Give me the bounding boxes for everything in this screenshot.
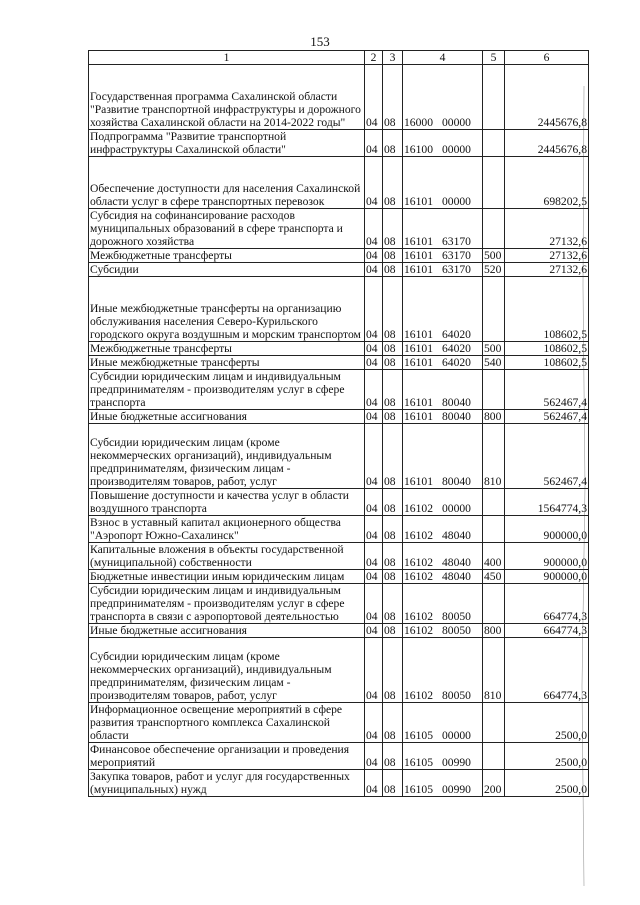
row-section-code: 04	[365, 570, 383, 584]
row-section-code: 04	[365, 410, 383, 424]
row-name: Межбюджетные трансферты	[89, 342, 365, 356]
row-expense-type	[483, 516, 505, 543]
row-expense-type	[483, 584, 505, 624]
table-row	[89, 543, 589, 570]
row-name: Бюджетные инвестиции иным юридическим лицам	[89, 570, 365, 584]
row-expense-type	[483, 743, 505, 770]
row-target-code	[403, 638, 483, 703]
header-col-4: 4	[403, 51, 483, 65]
row-target-code	[403, 370, 483, 410]
target-code-program: 16101	[404, 195, 433, 208]
target-code-direction: 48040	[441, 570, 471, 583]
row-subsection-code: 08	[383, 410, 403, 424]
table-row	[89, 743, 589, 770]
row-amount: 562467,4	[505, 410, 589, 424]
row-amount: 664774,3	[505, 638, 589, 703]
target-code-direction: 64020	[441, 342, 471, 355]
header-col-2: 2	[365, 51, 383, 65]
row-expense-type	[483, 130, 505, 157]
row-target-code	[403, 356, 483, 370]
table-row	[89, 130, 589, 157]
row-subsection-code: 08	[383, 277, 403, 342]
target-code-direction: 80050	[441, 610, 471, 623]
row-name: Капитальные вложения в объекты государственной (муниципальной) собственности	[89, 543, 365, 570]
row-subsection-code: 08	[383, 543, 403, 570]
row-subsection-code: 08	[383, 424, 403, 489]
row-amount: 2445676,8	[505, 130, 589, 157]
row-target-code	[403, 410, 483, 424]
row-expense-type: 540	[483, 356, 505, 370]
header-col-1: 1	[89, 51, 365, 65]
target-code-program: 16102	[404, 556, 433, 569]
row-name: Субсидии юридическим лицам (кроме некоммерческих организаций), индивидуальным предпринимателям, физическим лицам - производителям товаров, работ, услуг	[89, 424, 365, 489]
row-expense-type: 500	[483, 249, 505, 263]
table-row	[89, 157, 589, 209]
table-row	[89, 370, 589, 410]
row-amount: 108602,5	[505, 277, 589, 342]
row-expense-type: 800	[483, 410, 505, 424]
row-amount: 2445676,8	[505, 65, 589, 130]
row-section-code: 04	[365, 770, 383, 797]
target-code-program: 16102	[404, 502, 433, 515]
row-name: Субсидия на софинансирование расходов муниципальных образований в сфере транспорта и дорожного хозяйства	[89, 209, 365, 249]
row-subsection-code: 08	[383, 489, 403, 516]
row-amount: 2500,0	[505, 703, 589, 743]
row-expense-type	[483, 209, 505, 249]
target-code-direction: 00990	[441, 756, 471, 769]
row-section-code: 04	[365, 489, 383, 516]
row-section-code: 04	[365, 263, 383, 277]
table-row	[89, 584, 589, 624]
row-subsection-code: 08	[383, 263, 403, 277]
row-amount: 27132,6	[505, 249, 589, 263]
row-subsection-code: 08	[383, 370, 403, 410]
table-row	[89, 570, 589, 584]
target-code-program: 16101	[404, 356, 433, 369]
row-name: Закупка товаров, работ и услуг для государственных (муниципальных) нужд	[89, 770, 365, 797]
row-target-code	[403, 516, 483, 543]
row-amount: 108602,5	[505, 356, 589, 370]
row-section-code: 04	[365, 277, 383, 342]
table-row	[89, 424, 589, 489]
target-code-direction: 80050	[441, 689, 471, 702]
row-expense-type	[483, 703, 505, 743]
row-section-code: 04	[365, 342, 383, 356]
row-expense-type: 800	[483, 624, 505, 638]
header-col-3: 3	[383, 51, 403, 65]
row-subsection-code: 08	[383, 342, 403, 356]
row-amount: 900000,0	[505, 516, 589, 543]
table-row	[89, 410, 589, 424]
target-code-direction: 48040	[441, 529, 471, 542]
row-target-code	[403, 770, 483, 797]
table-row	[89, 65, 589, 130]
row-subsection-code: 08	[383, 570, 403, 584]
row-expense-type	[483, 489, 505, 516]
row-section-code: 04	[365, 638, 383, 703]
row-amount: 698202,5	[505, 157, 589, 209]
target-code-program: 16101	[404, 328, 433, 341]
row-name: Обеспечение доступности для населения Сахалинской области услуг в сфере транспортных перевозок	[89, 157, 365, 209]
row-expense-type: 810	[483, 424, 505, 489]
target-code-direction: 48040	[441, 556, 471, 569]
row-subsection-code: 08	[383, 638, 403, 703]
row-amount: 2500,0	[505, 743, 589, 770]
table-row	[89, 263, 589, 277]
row-section-code: 04	[365, 543, 383, 570]
target-code-direction: 00000	[441, 502, 471, 515]
table-row	[89, 249, 589, 263]
row-subsection-code: 08	[383, 770, 403, 797]
row-subsection-code: 08	[383, 743, 403, 770]
row-section-code: 04	[365, 584, 383, 624]
row-expense-type: 200	[483, 770, 505, 797]
target-code-direction: 63170	[441, 249, 471, 262]
target-code-program: 16105	[404, 729, 433, 742]
row-amount: 562467,4	[505, 370, 589, 410]
row-target-code	[403, 584, 483, 624]
target-code-program: 16105	[404, 756, 433, 769]
row-name: Подпрограмма "Развитие транспортной инфраструктуры Сахалинской области"	[89, 130, 365, 157]
row-target-code	[403, 424, 483, 489]
row-subsection-code: 08	[383, 703, 403, 743]
row-section-code: 04	[365, 157, 383, 209]
row-name: Иные бюджетные ассигнования	[89, 624, 365, 638]
row-name: Субсидии юридическим лицам и индивидуальным предпринимателям - производителям услуг в сфере транспорта	[89, 370, 365, 410]
row-subsection-code: 08	[383, 209, 403, 249]
row-section-code: 04	[365, 624, 383, 638]
row-section-code: 04	[365, 249, 383, 263]
row-name: Финансовое обеспечение организации и проведения мероприятий	[89, 743, 365, 770]
target-code-direction: 00000	[441, 195, 471, 208]
row-subsection-code: 08	[383, 584, 403, 624]
row-name: Межбюджетные трансферты	[89, 249, 365, 263]
row-target-code	[403, 543, 483, 570]
row-target-code	[403, 130, 483, 157]
target-code-direction: 80040	[441, 410, 471, 423]
row-amount: 562467,4	[505, 424, 589, 489]
row-expense-type: 500	[483, 342, 505, 356]
row-subsection-code: 08	[383, 130, 403, 157]
target-code-direction: 63170	[441, 235, 471, 248]
row-target-code	[403, 65, 483, 130]
target-code-program: 16101	[404, 263, 433, 276]
target-code-direction: 64020	[441, 356, 471, 369]
row-name: Государственная программа Сахалинской области "Развитие транспортной инфраструктуры и дорожного хозяйства Сахалинской области на 2014-2022 годы"	[89, 65, 365, 130]
row-expense-type: 810	[483, 638, 505, 703]
header-col-6: 6	[505, 51, 589, 65]
row-name: Субсидии	[89, 263, 365, 277]
row-name: Иные межбюджетные трансферты на организацию обслуживания населения Северо-Курильского городского округа воздушным и морским транспортом	[89, 277, 365, 342]
row-amount: 27132,6	[505, 209, 589, 249]
row-name: Информационное освещение мероприятий в сфере развития транспортного комплекса Сахалинской области	[89, 703, 365, 743]
header-row	[89, 51, 589, 65]
target-code-program: 16101	[404, 249, 433, 262]
target-code-direction: 80040	[441, 396, 471, 409]
row-expense-type: 400	[483, 543, 505, 570]
target-code-program: 16101	[404, 475, 433, 488]
row-target-code	[403, 570, 483, 584]
target-code-program: 16102	[404, 529, 433, 542]
row-amount: 664774,3	[505, 584, 589, 624]
row-subsection-code: 08	[383, 624, 403, 638]
row-name: Иные бюджетные ассигнования	[89, 410, 365, 424]
row-section-code: 04	[365, 424, 383, 489]
row-subsection-code: 08	[383, 65, 403, 130]
row-section-code: 04	[365, 130, 383, 157]
row-amount: 664774,3	[505, 624, 589, 638]
row-amount: 27132,6	[505, 263, 589, 277]
table-row	[89, 209, 589, 249]
row-target-code	[403, 277, 483, 342]
target-code-program: 16000	[404, 116, 433, 129]
row-target-code	[403, 489, 483, 516]
target-code-program: 16101	[404, 396, 433, 409]
table-row	[89, 638, 589, 703]
target-code-direction: 80040	[441, 475, 471, 488]
table-row	[89, 277, 589, 342]
row-expense-type: 450	[483, 570, 505, 584]
target-code-direction: 00000	[441, 729, 471, 742]
row-expense-type	[483, 65, 505, 130]
row-target-code	[403, 743, 483, 770]
row-target-code	[403, 263, 483, 277]
row-expense-type	[483, 277, 505, 342]
table-row	[89, 624, 589, 638]
row-target-code	[403, 157, 483, 209]
row-subsection-code: 08	[383, 356, 403, 370]
row-target-code	[403, 624, 483, 638]
row-name: Взнос в уставный капитал акционерного общества "Аэропорт Южно-Сахалинск"	[89, 516, 365, 543]
row-amount: 1564774,3	[505, 489, 589, 516]
row-expense-type	[483, 157, 505, 209]
table-row	[89, 356, 589, 370]
table-row	[89, 770, 589, 797]
target-code-program: 16101	[404, 410, 433, 423]
row-name: Повышение доступности и качества услуг в области воздушного транспорта	[89, 489, 365, 516]
row-section-code: 04	[365, 370, 383, 410]
row-subsection-code: 08	[383, 157, 403, 209]
target-code-direction: 00000	[441, 116, 471, 129]
page-number: 153	[310, 34, 330, 49]
row-section-code: 04	[365, 703, 383, 743]
row-amount: 900000,0	[505, 570, 589, 584]
table-row	[89, 516, 589, 543]
target-code-direction: 00990	[441, 783, 471, 796]
target-code-direction: 64020	[441, 328, 471, 341]
target-code-program: 16102	[404, 570, 433, 583]
row-expense-type	[483, 370, 505, 410]
row-target-code	[403, 703, 483, 743]
target-code-program: 16102	[404, 689, 433, 702]
row-amount: 108602,5	[505, 342, 589, 356]
margin-mark	[576, 86, 592, 886]
row-amount: 2500,0	[505, 770, 589, 797]
target-code-direction: 63170	[441, 263, 471, 276]
row-name: Субсидии юридическим лицам (кроме некоммерческих организаций), индивидуальным предпринимателям, физическим лицам - производителям товаров, работ, услуг	[89, 638, 365, 703]
row-name: Субсидии юридическим лицам и индивидуальным предпринимателям - производителям услуг в сфере транспорта в связи с аэропортовой деятельностью	[89, 584, 365, 624]
target-code-direction: 80050	[441, 624, 471, 637]
target-code-program: 16102	[404, 624, 433, 637]
target-code-program: 16101	[404, 342, 433, 355]
row-section-code: 04	[365, 65, 383, 130]
row-target-code	[403, 342, 483, 356]
row-name: Иные межбюджетные трансферты	[89, 356, 365, 370]
target-code-program: 16102	[404, 610, 433, 623]
target-code-program: 16100	[404, 143, 433, 156]
row-section-code: 04	[365, 516, 383, 543]
row-section-code: 04	[365, 209, 383, 249]
target-code-direction: 00000	[441, 143, 471, 156]
row-target-code	[403, 209, 483, 249]
row-target-code	[403, 249, 483, 263]
row-section-code: 04	[365, 743, 383, 770]
header-col-5: 5	[483, 51, 505, 65]
row-amount: 900000,0	[505, 543, 589, 570]
table-row	[89, 342, 589, 356]
table-row	[89, 703, 589, 743]
budget-table	[88, 50, 589, 797]
target-code-program: 16101	[404, 235, 433, 248]
row-section-code: 04	[365, 356, 383, 370]
target-code-program: 16105	[404, 783, 433, 796]
table-row	[89, 489, 589, 516]
row-subsection-code: 08	[383, 249, 403, 263]
row-expense-type: 520	[483, 263, 505, 277]
row-subsection-code: 08	[383, 516, 403, 543]
